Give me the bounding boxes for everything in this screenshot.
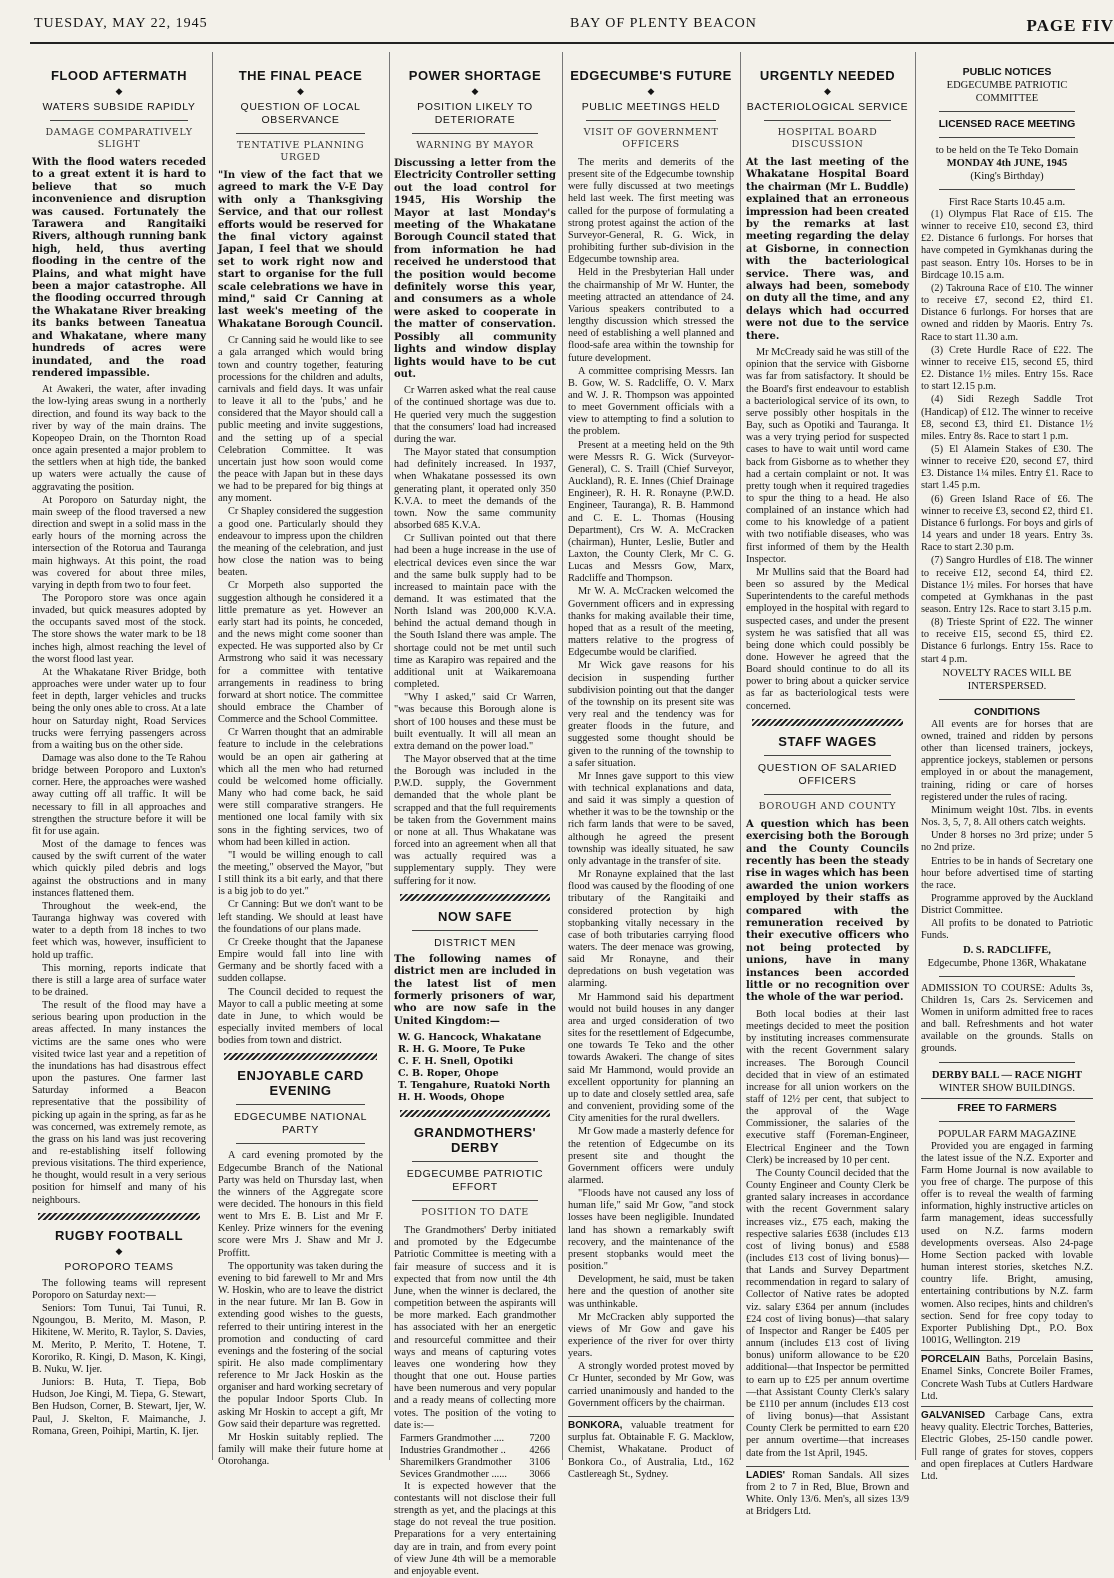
column-rule <box>740 52 741 1460</box>
advert-subheading: POPULAR FARM MAGAZINE <box>921 1128 1093 1141</box>
article-final-peace <box>218 68 383 1047</box>
subheadline: QUESTION OF LOCAL OBSERVANCE <box>218 101 383 127</box>
paragraph: Most of the damage to fences was caused by the swift current of the water which quickly piled debris and logs against the obstructions and in many instances flattened them. <box>32 839 206 900</box>
paragraph: Cr Canning said he would like to see a gala arranged which would bring town and country together, featuring processions for the children and adults, carnivals and field days. It was unfair to leave it all to the 'pubs,' and he considered that the Mayor should call a public meeting and invite suggestions, and the setting up of a special Celebration Committee. It was uncertain just how soon would come the peace with Japan but in these days we had to be prepared for big things at any moment. <box>218 335 383 505</box>
table-row <box>400 1469 550 1481</box>
signatory-name: D. S. RADCLIFFE, <box>921 944 1093 957</box>
lead-paragraph: Discussing a letter from the Electricity Controller setting out the load control for 1945, His Worship the Mayor at last Monday's meeting of the Whakatane Borough Council stated that from information he had received he understood that the position would become definitely worse this year, and consumers as a whole were asked to cooperate in the matter of conservation. Possibly all community lights and window display lights would have to be cut out. <box>394 158 556 381</box>
divider <box>400 1110 550 1117</box>
paragraph: The Council decided to request the Mayor to call a public meeting at some date in June, to which would be especially invited members of local bodies from town and district. <box>218 987 383 1048</box>
divider <box>939 111 1075 112</box>
divider <box>752 719 903 726</box>
paragraph: The Poroporo store was once again invaded, but quick measures adopted by the occupants saved most of the stock. The store shows the water mark to be 18 inches high, almost reaching the level of the worst flood last year. <box>32 593 206 666</box>
race-item: (3) Crete Hurdle Race of £22. The winner to receive £15, second £5, third £2. Distance 1½ miles. Entry 15s. Race to start 12.15 p.m. <box>921 345 1093 394</box>
column-4 <box>568 60 734 1460</box>
paragraph: The Grandmothers' Derby initiated and promoted by the Edgecumbe Patriotic Committee is meeting with a fair measure of success and it is expected that from now until the 4th June, when the winner is declared, the competition between the aspirants will be more marked. Each grandmother has associated with her an energetic and resourceful committee and their ways and means of capturing votes leaves one wondering how they thought that one out. House parties have been numerous and very popular and a ready means of collecting more votes. The position of the voting to date is:— <box>394 1225 556 1432</box>
race-venue: to be held on the Te Teko Domain <box>921 144 1093 157</box>
divider: ◆ <box>32 87 206 97</box>
table-row <box>400 1445 550 1457</box>
names-list <box>394 1032 556 1104</box>
divider <box>38 1213 200 1220</box>
table-cell: 4266 <box>529 1445 550 1457</box>
advert-bonkora <box>568 1416 734 1481</box>
paragraph: Cr Sullivan pointed out that there had been a huge increase in the use of electrical devices even since the war and the same bulk supply had to be increased to maintain pace with the demand. It was estimated that the North Island was 200,000 K.V.A. behind the actual demand though in the South Island there was ample. The shortage could not be met until such time as Karapiro was repaired and the additional unit at Waikaremoana completed. <box>394 533 556 691</box>
subheadline: POSITION LIKELY TO DETERIORATE <box>394 101 556 127</box>
advert-porcelain <box>921 1350 1093 1403</box>
divider <box>236 1143 365 1144</box>
paragraph: The Mayor observed that at the time the Borough was included in the P.W.D. supply, the Government demanded that the whole plant be scrapped and that the full requirements be taken from the Government mains or none at all. Thus Whakatane was forced into an agreement when all that was actually required was a supplementary supply. They were suffering for it now. <box>394 754 556 888</box>
paragraph: Mr Innes gave support to this view with technical explanations and data, and said it was simply a question of whether it was to be the township or the rich farm lands that were to be saved, although he agreed the present township was ideally situated, he saw only advantage in the transfer of site. <box>568 771 734 868</box>
subheadline: POSITION TO DATE <box>394 1207 556 1219</box>
race-item: (6) Green Island Race of £6. The winner to receive £3, second £2, third £1. Distance 6 furlongs. For boys and girls of 14 years and under 18 years. Entry 3s. Race to start 2.30 p.m. <box>921 494 1093 555</box>
article-card-evening <box>218 1068 383 1468</box>
race-item: (5) El Alamein Stakes of £30. The winner to receive £20, second £7, third £3. Distance 1¼ miles. Entry £1. Race to start 1.45 p.m. <box>921 444 1093 493</box>
subheadline: EDGECUMBE PATRIOTIC EFFORT <box>394 1168 556 1194</box>
list-item: W. G. Hancock, Whakatane <box>398 1032 556 1044</box>
paragraph: Mr McCracken ably supported the views of Mr Gow and gave his experience of the river for over thirty years. <box>568 1312 734 1361</box>
divider <box>764 794 891 795</box>
subheadline: POROPORO TEAMS <box>32 1261 206 1274</box>
admission-info: ADMISSION TO COURSE: Adults 3s, Children 1s, Cars 2s. Servicemen and Women in uniform admitted free to races and ball. Refreshments and hot water available on the grounds. Stalls on grounds. <box>921 983 1093 1056</box>
divider <box>939 137 1075 138</box>
signatory-address: Edgecumbe, Phone 136R, Whakatane <box>921 957 1093 970</box>
paragraph: Present at a meeting held on the 9th were Messrs R. G. Wick (Surveyor-General), C. S. Traill (Chief Surveyor, Auckland), R. E. Innes (Chief Drainage Engineer), R. H. R. Ronayne (P.W.D. Engineer, Tauranga), R. B. Hammond and C. E. L. Thomas (Housing Department), Crs W. A. McCracken (chairman), Hunter, Leslie, Butler and Laxton, the County Clerk, Mr C. G. Lucas and Messrs Gow, Marx, Radcliffe and Thompson. <box>568 440 734 586</box>
paragraph: The opportunity was taken during the evening to bid farewell to Mr and Mrs W. Hoskin, who are to leave the district in the near future. Mr Ian B. Gow in extending good wishes to the guests, referred to their untiring interest in the promotion and conducting of card evenings and the fostering of the social spirit. He also made complimentary reference to Mr Jack Hoskin as the organiser and hard working secretary of the popular Indoor Sports Club. In asking Mr Hoskin to accept a gift, Mr Gow said their departure was regretted. <box>218 1261 383 1431</box>
paragraph: Mr Gow made a masterly defence for the retention of Edgecumbe on its present site and thought the Government officers were unduly alarmed. <box>568 1126 734 1187</box>
headline: STAFF WAGES <box>746 734 909 749</box>
advert-lead: GALVANISED <box>921 1410 985 1421</box>
advert-text: Baths, Porcelain Basins, Enamel Sinks, Concrete Boiler Frames, Concrete Wash Tubs at Cutlers Hardware Ltd. <box>921 1354 1093 1402</box>
divider: ◆ <box>746 87 909 97</box>
article-edgecumbe-future <box>568 68 734 1410</box>
divider <box>50 120 188 121</box>
advert-lead: PORCELAIN <box>921 1354 980 1365</box>
subheadline: DISTRICT MEN <box>394 937 556 950</box>
paragraph: Juniors: B. Huta, T. Tiepa, Bob Hudson, Joe Kingi, M. Tiepa, G. Stewart, Ben Hudson, Corner, B. Stewart, Ijer, W. Paul, J. Skelton, F. Maimanche, J. Romana, Green, Poihipi, Martin, K. Ijer. <box>32 1377 206 1438</box>
subheadline: QUESTION OF SALARIED OFFICERS <box>746 762 909 788</box>
subheadline: WATERS SUBSIDE RAPIDLY <box>32 101 206 114</box>
condition-item: Programme approved by the Auckland District Committee. <box>921 893 1093 917</box>
advert-ladies-sandals <box>746 1466 909 1519</box>
column-rule <box>915 52 916 1460</box>
table-row <box>400 1433 550 1445</box>
divider <box>412 1161 538 1162</box>
race-item: (8) Trieste Sprint of £22. The winner to receive £15, second £5, third £2. Distance 6 furlongs. Entry 15s. Race to start 4 p.m. <box>921 617 1093 666</box>
headline: POWER SHORTAGE <box>394 68 556 83</box>
advert-text: Roman Sandals. All sizes from 2 to 7 in Red, Blue, Brown and White. Only 13/6. Men's, all sizes 13/9 at Bridgers Ltd. <box>746 1470 909 1518</box>
subheadline: WARNING BY MAYOR <box>394 140 556 152</box>
paragraph: A strongly worded protest moved by Cr Hunter, seconded by Mr Gow, was carried unanimously and handed to the Government officers by the chairman. <box>568 1361 734 1410</box>
column-rule <box>389 52 390 1460</box>
paragraph: "I would be willing enough to call the meeting," observed the Mayor, "but I still think its a bit early, and that there is a big job to do yet." <box>218 850 383 899</box>
subheadline: PUBLIC MEETINGS HELD <box>568 101 734 114</box>
notice-organiser: EDGECUMBE PATRIOTIC COMMITTEE <box>921 79 1093 105</box>
divider <box>939 1121 1075 1122</box>
table-row <box>400 1457 550 1469</box>
divider: ◆ <box>568 87 734 97</box>
divider: ◆ <box>394 87 556 97</box>
advert-text: valuable treatment for surplus fat. Obtainable F. G. Macklow, Chemist, Whakatane. Product of Bonkora Co., of Australia, Ltd., 162 Castlereagh St., Sydney. <box>568 1420 734 1480</box>
race-date: MONDAY 4th JUNE, 1945 <box>921 157 1093 170</box>
paragraph: Development, he said, must be taken here and the question of another site was unthinkable. <box>568 1274 734 1310</box>
table-cell: Farmers Grandmother .... <box>400 1433 504 1445</box>
public-notices <box>921 66 1093 1095</box>
list-item: H. H. Woods, Ohope <box>398 1092 556 1104</box>
race-item: (2) Takrouna Race of £10. The winner to receive £7, second £2, third £1. Distance 6 furlongs. For horses that are owned and ridden by Maoris. Entry 7s. Race to start 11.30 a.m. <box>921 283 1093 344</box>
table-cell: Industries Grandmother .. <box>400 1445 506 1457</box>
headline: RUGBY FOOTBALL <box>32 1228 206 1243</box>
table-cell: 3066 <box>529 1469 550 1481</box>
subheadline: BOROUGH AND COUNTY <box>746 801 909 813</box>
lead-paragraph: "In view of the fact that we agreed to mark the V-E Day with only a Thanksgiving Service, and that our rollest efforts would be reserved for the final victory against Japan, I feel that we should set to work right now and start to organise for the full scale celebrations we have in mind," said Cr Canning at last week's meeting of the Whakatane Borough Council. <box>218 170 383 331</box>
issue-date: TUESDAY, MAY 22, 1945 <box>34 16 208 32</box>
divider <box>586 120 716 121</box>
divider <box>412 1200 538 1201</box>
paragraph: At the Whakatane River Bridge, both approaches were under water up to four feet in depth, larger vehicles and trucks being the only ones able to cross. At a late hour on Saturday night, Road Services trucks were ferrying passengers across from a waiting bus on the other side. <box>32 667 206 752</box>
paragraph: Cr Warren asked what the real cause of the continued shortage was due to. He queried very much the suggestion that the consumers' load had increased during the war. <box>394 385 556 446</box>
headline: EDGECUMBE'S FUTURE <box>568 68 734 83</box>
paragraph: Mr Hammond said his department would not build houses in any danger area and urged consideration of two sites for the resettlement of Edgecumbe, one towards Te Teko and the other towards Awakeri. The change of sites said Mr Hammond, would provide an excellent opportunity for planning an up to date and closely settled area, safe and convenient, providing some of the City amenities for the rural dwellers. <box>568 992 734 1126</box>
paragraph: The following teams will represent Poroporo on Saturday next:— <box>32 1278 206 1302</box>
column-5 <box>746 60 909 1460</box>
subheadline: BACTERIOLOGICAL SERVICE <box>746 101 909 114</box>
race-date-note: (King's Birthday) <box>921 170 1093 183</box>
paragraph: A card evening promoted by the Edgecumbe Branch of the National Party was held on Thursday last, when the winners of the Aggregate score were decided. The honours in this field went to Mrs E. B. List and Mr F. Kenley. Prize winners for the evening score were Mrs J. Shaw and Mr J. Proffitt. <box>218 1150 383 1259</box>
list-item: C. F. H. Snell, Opotiki <box>398 1056 556 1068</box>
race-item: (7) Sangro Hurdles of £18. The winner to receive £12, second £4, third £2. Distance 1½ miles. For horses that have competed at Gymkhanas in the past season. Entry 12s. Race to start 3.15 p.m. <box>921 555 1093 616</box>
ball-title: DERBY BALL — RACE NIGHT <box>921 1069 1093 1082</box>
divider <box>412 133 538 134</box>
list-item: R. H. G. Moore, Te Puke <box>398 1044 556 1056</box>
condition-item: Minimum weight 10st. 7lbs. in events Nos. 3, 5, 7, 8. All others catch weights. <box>921 805 1093 829</box>
paragraph: Mr W. A. McCracken welcomed the Government officers and in expressing thanks for making available their time, hoped that as a result of the meeting, matters relative to the progress of Edgecumbe would be clarified. <box>568 586 734 659</box>
notices-heading: PUBLIC NOTICES <box>921 66 1093 79</box>
ball-venue: WINTER SHOW BUILDINGS. <box>921 1082 1093 1095</box>
paragraph: Mr Ronayne explained that the last flood was caused by the flooding of one tributary of the Rangitaiki and considered protection by high stopbanking vitally necessary in the case of both tributaries carrying flood waters. The deer menace was growing, said Mr Ronayne, and their depredations on bush vegetation was alarming. <box>568 869 734 991</box>
headline: GRANDMOTHERS' DERBY <box>394 1125 556 1155</box>
column-6 <box>921 60 1093 1460</box>
divider <box>939 699 1075 700</box>
divider <box>939 976 1075 977</box>
article-urgently-needed <box>746 68 909 713</box>
subheadline: DAMAGE COMPARATIVELY SLIGHT <box>32 127 206 151</box>
novelty-note: NOVELTY RACES WILL BE INTERSPERSED. <box>921 667 1093 693</box>
paragraph: The result of the flood may have a serious bearing upon production in the areas affected. In many instances the victims are the same ones who were visited twice last year and a repetition of the inundations has had disastrous effect upon the pastures. One farmer last Saturday informed a Beacon representative that the possibility of picking up again in the spring, as far as he was concerned, was extremely remote, as the grass on his land was just recovering and re-establishing itself following previous visitations. The third experience, he thought, would result in a very serious position for himself and many of his neighbours. <box>32 1000 206 1207</box>
advert-galvanised <box>921 1406 1093 1483</box>
race-item: (1) Olympus Flat Race of £15. The winner to receive £10, second £3, third £2. Distance 6 furlongs. For horses that have competed in Gymkhanas during the past season. Entry 10s. Horses to be in Birdcage 10.15 a.m. <box>921 209 1093 282</box>
paper-name: BAY OF PLENTY BEACON <box>570 16 757 32</box>
advert-lead: LADIES' <box>746 1470 785 1481</box>
headline: URGENTLY NEEDED <box>746 68 909 83</box>
advert-free-to-farmers <box>921 1098 1093 1348</box>
article-grandmothers-derby <box>394 1125 556 1578</box>
paragraph: Cr Morpeth also supported the suggestion although he considered it a little premature as yet. However an early start had its points, he conceded, and the news might come sooner than expected. He was supported also by Cr Armstrong who said it was necessary for a committee with tentative arrangements in readiness to bring forward at short notice. The committee should embrace the Chamber of Commerce and the School Committee. <box>218 580 383 726</box>
article-staff-wages <box>746 734 909 1460</box>
article-rugby <box>32 1228 206 1438</box>
race-item: (4) Sidi Rezegh Saddle Trot (Handicap) of £12. The winner to receive £8, second £3, third £1. Distance 1½ miles. Entry 8s. Race to start 1 p.m. <box>921 394 1093 443</box>
table-cell: Sevices Grandmother ...... <box>400 1469 507 1481</box>
column-rule <box>562 52 563 1460</box>
condition-item: All events are for horses that are owned, trained and ridden by persons other than licensed trainers, jockeys, apprentice jockeys, stablemen or persons employed in or about the management, training, riding or care of horses registered under the rules of racing. <box>921 719 1093 804</box>
divider: ◆ <box>32 1247 206 1257</box>
masthead <box>30 12 1114 44</box>
list-item: T. Tengahure, Ruatoki North <box>398 1080 556 1092</box>
lead-paragraph: The following names of district men are included in the latest list of men formerly prisoners of war, who are now safe in the United Kingdom:— <box>394 954 556 1028</box>
paragraph: A committee comprising Messrs. Ian B. Gow, W. S. Radcliffe, O. V. Marx and W. J. R. Thompson was appointed to meet Government officials with a view to attempting to find a solution to the problem. <box>568 366 734 439</box>
subheadline: EDGECUMBE NATIONAL PARTY <box>218 1111 383 1137</box>
page-number: PAGE FIV <box>1027 16 1114 36</box>
divider <box>236 1104 365 1105</box>
paragraph: At Poroporo on Saturday night, the main sweep of the flood traversed a new direction and swept in a solid mass in the early hours of the morning across the intersection of the Rotorua and Tauranga main highways. At this point, the road was covered for about three miles, varying in depth from two to four feet. <box>32 495 206 592</box>
lead-paragraph: A question which has been exercising both the Borough and the County Councils recently has been the steady rise in wages which has been awarded the union workers employed by their staffs as compared with the remuneration received by their executive officers who not being protected by unions, have in many instances been accorded little or no recognition over the whole of the war period. <box>746 819 909 1005</box>
divider <box>236 133 365 134</box>
column-1 <box>32 60 206 1460</box>
divider <box>412 930 538 931</box>
list-item: C. B. Roper, Ohope <box>398 1068 556 1080</box>
divider <box>764 120 891 121</box>
paragraph: The merits and demerits of the present site of the Edgecumbe township were fully discussed at two meetings held last week. The first meeting was called for the purpose of formulating a strong protest against the action of the Surveyor-General, R. G. Wick, in prohibiting further sub-division in the Edgecumbe township area. <box>568 157 734 266</box>
paragraph: Mr Wick gave reasons for his decision in suspending further subdivision pointing out that the danger of the township on its present site was very real and the tendency was for greater floods in the future, and suggested some thought should be given to the running of the township to a safer situation. <box>568 660 734 769</box>
divider <box>400 894 550 901</box>
paragraph: At Awakeri, the water, after invading the low-lying areas swung in a northerly direction, and found its way back to the river by way of the main drains. The Kopeopeo Drain, on the Thornton Road once again presented a major problem to the settlers when at high tide, the banked up waters were actually the cause of aggravating the position. <box>32 384 206 493</box>
column-2 <box>218 60 383 1460</box>
condition-item: All profits to be donated to Patriotic Funds. <box>921 918 1093 942</box>
condition-item: Entries to be in hands of Secretary one hour before advertised time of starting the race. <box>921 856 1093 892</box>
advert-text: Carbage Cans, extra heavy quality. Electric Torches, Batteries, Electric Globes, 25-150 candle power. Full range of grates for stoves, coppers and open fireplaces at Cutlers Hardware Ltd. <box>921 1410 1093 1482</box>
paragraph: Throughout the week-end, the Tauranga highway was covered with water to a depth from 18 inches to two feet which was, however, insufficient to hold up traffic. <box>32 901 206 962</box>
conditions-heading: CONDITIONS <box>921 706 1093 719</box>
paragraph: The Mayor stated that consumption had definitely increased. In 1937, when Whakatane possessed its own generating plant, it operated only 350 K.V.A. to meet the demands of the town. Now the same community absorbed 685 K.V.A. <box>394 447 556 532</box>
paragraph: Cr Warren thought that an admirable feature to include in the celebrations would be an open air gathering at which all the men who had returned could be welcomed home officially. Many who had come back, he said were still comparative strangers. He mentioned one local family with six sons in the fighting services, two of whom had been killed in action. <box>218 727 383 849</box>
paragraph: Cr Canning: But we don't want to be left standing. We should at least have the foundations of our plans made. <box>218 899 383 935</box>
table-cell: Sharemilkers Grandmother <box>400 1457 512 1469</box>
table-cell: 7200 <box>529 1433 550 1445</box>
divider <box>939 1062 1075 1063</box>
subheadline: TENTATIVE PLANNING URGED <box>218 140 383 164</box>
headline: NOW SAFE <box>394 909 556 924</box>
headline: FLOOD AFTERMATH <box>32 68 206 83</box>
first-race-time: First Race Starts 10.45 a.m. <box>921 196 1093 209</box>
paragraph: Mr Hoskin suitably replied. The family will make their future home at Otorohanga. <box>218 1432 383 1468</box>
votes-table <box>394 1433 556 1481</box>
paragraph: "Floods have not caused any loss of human life," said Mr Gow, "and stock losses have been negligible. Inundated land has shown a remarkably swift recovery, and the maintenance of the present stopbanks would meet the position." <box>568 1188 734 1273</box>
headline: ENJOYABLE CARD EVENING <box>218 1068 383 1098</box>
paragraph: Held in the Presbyterian Hall under the chairmanship of Mr W. Hunter, the meeting attracted an attendance of 24. Various speakers contributed to a lengthy discussion which stressed the need of establishing a well planned and flood-safe area within the township for future development. <box>568 267 734 364</box>
paragraph: Both local bodies at their last meetings decided to meet the position by instituting increases commensurate with the recent Government salary increases. The Borough Council decided that in view of an estimated increase for all union workers on the staff of 12½ per cent, that subject to the approval of the Wage Commissioner, the salaries of the executive staff (Foreman-Engineer, Electrical Engineer and the Town Clerk) be increased by 10 per cent. <box>746 1009 909 1167</box>
article-power-shortage <box>394 68 556 888</box>
paragraph: Cr Shapley considered the suggestion a good one. Particularly should they endeavour to impress upon the children the meaning of the celebration, and just how close the nation was to being beaten. <box>218 506 383 579</box>
paragraph: This morning, reports indicate that there is still a large area of surface water to be drained. <box>32 963 206 999</box>
paragraph: Seniors: Tom Tunui, Tai Tunui, R. Ngoungou, B. Merito, M. Mason, P. Hikitene, W. Merito, R. Taylor, S. Davies, M. Merito, P. Merito, T. Hotene, T. Kororiko, R. Kingi, D. Mason, K. Kingi, B. Nuku, W. Ijer. <box>32 1303 206 1376</box>
divider <box>224 1053 377 1060</box>
advert-lead: BONKORA, <box>568 1420 622 1431</box>
paragraph: Cr Creeke thought that the Japanese Empire would fall into line with Germany and be shortly faced with a sudden collapse. <box>218 937 383 986</box>
headline: THE FINAL PEACE <box>218 68 383 83</box>
lead-paragraph: With the flood waters receded to a great extent it is hard to believe that so much inconvenience and disruption was caused. Fortunately the Tarawera and Rangitaiki Rivers, although running bank high, held, thus averting flooding in the centre of the Plains, and what might have been a major catastrophe. All the flooding occurred through the Whakatane River breaking its banks between Taneatua and Whakatane, where many hundreds of acres were inundated, and the road rendered impassible. <box>32 157 206 380</box>
paragraph: Mr McCready said he was still of the opinion that the service with Gisborne was far from satisfactory. It should be the Board's first endeavour to establish a bacteriological service of its own, to serve possibly other hospitals in the Bay, such as Opotiki and Tauranga. It was a very trying period for suspected cases to have to wait until word came back from Gisborne as to whether they had a certain complaint or not. It was pretty tough when it required tragedies to spur the thing to a head. He also complained of an instance which had come to his knowledge of a patient with two notifiable diseases, who was first informed of them by the Health Inspector. <box>746 347 909 566</box>
subheadline: VISIT OF GOVERNMENT OFFICERS <box>568 127 734 151</box>
race-meeting-title: LICENSED RACE MEETING <box>921 118 1093 131</box>
paragraph: It is expected however that the contestants will not disclose their full strength as yet, and the placings at this stage do not reveal the true position. Preparations for a very entertaining day are in train, and from every point of view June 4th will be a memorable and enjoyable event. <box>394 1481 556 1578</box>
advert-text: Provided you are engaged in farming the latest issue of the N.Z. Exporter and Farm Home Journal is now available to you free of charge. The purpose of this offer is to reveal the wealth of farming information, highly instructive articles on farm management, ideas successfully used on N.Z. farms modern developments overseas. Also 24-page Home Section packed with lovable human interest stories, sketches N.Z. country life. Bright, amusing, entertaining contributions by N.Z. farm women. Also recipes, hints and children's section. Send for free copy today to Exporter Publishing Dpt., P.O. Box 1001G, Wellington. 219 <box>921 1141 1093 1348</box>
divider: ◆ <box>218 87 383 97</box>
condition-item: Under 8 horses no 3rd prize; under 5 no 2nd prize. <box>921 830 1093 854</box>
paragraph: Mr Mullins said that the Board had been so assured by the Medical Superintendents to the careful methods employed in the hospital with regard to suspected cases, and under the present system he was satisfied that all was being done which could possibly be done. However he agreed that the Board should continue to do all its power to bring about a quicker service as far as bacteriological tests were concerned. <box>746 567 909 713</box>
divider <box>939 189 1075 190</box>
column-rule <box>212 52 213 1460</box>
table-cell: 3106 <box>529 1457 550 1469</box>
lead-paragraph: At the last meeting of the Whakatane Hospital Board the chairman (Mr L. Buddle) explained that an erroneous impression had been created by the remarks at last meeting regarding the delay at Gisborne, in connection with the bacteriological service. There was, and always had been, somebody on duty all the time, and any delays which had occurred were not due to the service there. <box>746 157 909 343</box>
subheadline: HOSPITAL BOARD DISCUSSION <box>746 127 909 151</box>
divider <box>764 755 891 756</box>
paragraph: "Why I asked," said Cr Warren, "was because this Borough alone is short of 100 houses and these must be built eventually. It will all mean an extra demand on the power load." <box>394 692 556 753</box>
article-now-safe <box>394 909 556 1104</box>
column-3 <box>394 60 556 1460</box>
paragraph: The County Council decided that the County Engineer and County Clerk be granted salary increases in accordance with the recent Government salary increases viz., £75 each, making the respective salaries £638 (includes £13 cost of living bonus) and £588 (includes £13 cost of living bonus)—that Lands and Survey Department recommendation in regard to salary of Collector of Native rates be adopted viz. salary £364 per annum (includes £24 cost of living bonus)—that salary of Inspector and Ranger be £405 per annum (includes £13 cost of living bonus) uniform allowance to be £20 additional—that Inspector be permitted to earn up to £25 per annum overtime—that Assistant County Clerk's salary be £110 per annum (includes £13 cost of living bonus)—that Assistant County Clerk be permitted to earn £20 per annum overtime—that increases date from the 1st April, 1945. <box>746 1168 909 1460</box>
article-flood <box>32 68 206 1207</box>
advert-heading: FREE TO FARMERS <box>921 1102 1093 1115</box>
paragraph: Damage was also done to the Te Rahou bridge between Poroporo and Luxton's corner. Here, the approaches were washed away cutting off all traffic. It will be necessary to fill in all approaches and strengthen the structure before it will be fit for use again. <box>32 753 206 838</box>
